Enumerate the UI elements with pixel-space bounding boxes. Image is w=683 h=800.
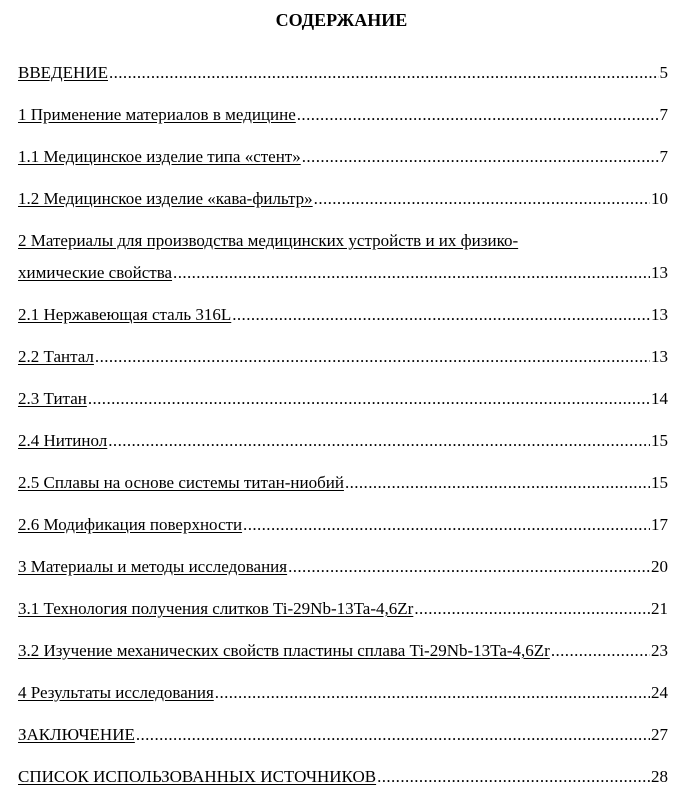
dot-leader xyxy=(136,714,650,756)
toc-page-number: 10 xyxy=(651,189,668,208)
toc-entry[interactable] xyxy=(18,336,668,378)
toc-page-number: 5 xyxy=(659,63,668,82)
toc-page-number: 20 xyxy=(651,557,668,576)
toc-page-number: 17 xyxy=(651,515,668,534)
table-of-contents xyxy=(18,52,668,798)
toc-page-number: 23 xyxy=(651,641,668,660)
toc-entry-link[interactable]: 2.2 Тантал xyxy=(18,347,94,366)
toc-entry[interactable] xyxy=(18,546,668,588)
toc-page-number: 15 xyxy=(651,473,668,492)
toc-entry[interactable] xyxy=(18,178,668,220)
toc-page-number: 13 xyxy=(651,305,668,324)
toc-entry-link[interactable]: ЗАКЛЮЧЕНИЕ xyxy=(18,725,135,744)
toc-page-number: 24 xyxy=(651,683,668,702)
toc-entry-link[interactable]: 3 Материалы и методы исследования xyxy=(18,557,288,576)
toc-page-number: 7 xyxy=(659,147,668,166)
dot-leader xyxy=(377,756,650,798)
dot-leader xyxy=(314,178,650,220)
dot-leader xyxy=(243,504,650,546)
toc-page-number: 28 xyxy=(651,767,668,786)
dot-leader xyxy=(288,546,650,588)
toc-page-number: 27 xyxy=(651,725,668,744)
toc-entry[interactable] xyxy=(18,257,668,289)
toc-page-number: 21 xyxy=(651,599,668,618)
toc-page-number: 15 xyxy=(651,431,668,450)
toc-entry-link[interactable]: 3.2 Изучение механических свойств пластины сплава Ti-29Nb-13Ta-4,6Zr xyxy=(18,641,550,660)
toc-entry[interactable] xyxy=(18,52,668,94)
dot-leader xyxy=(302,136,659,178)
dot-leader xyxy=(109,52,659,94)
toc-entry[interactable] xyxy=(18,714,668,756)
toc-entry-link[interactable]: 2.6 Модификация поверхности xyxy=(18,515,243,534)
toc-entry[interactable] xyxy=(18,672,668,714)
toc-entry-link[interactable]: 2.1 Нержавеющая сталь 316L xyxy=(18,305,232,324)
toc-entry-link[interactable]: ВВЕДЕНИЕ xyxy=(18,63,108,82)
dot-leader xyxy=(173,257,650,289)
dot-leader xyxy=(88,378,650,420)
dot-leader xyxy=(215,672,650,714)
toc-entry[interactable] xyxy=(18,630,668,672)
toc-entry-link[interactable]: 1 Применение материалов в медицине xyxy=(18,105,296,124)
toc-entry[interactable] xyxy=(18,504,668,546)
toc-entry-link[interactable]: 2.5 Сплавы на основе системы титан-ниобий xyxy=(18,473,344,492)
dot-leader xyxy=(95,336,650,378)
toc-entry-link[interactable]: химические свойства xyxy=(18,263,173,282)
toc-entry-link[interactable]: 1.1 Медицинское изделие типа «стент» xyxy=(18,147,301,166)
toc-entry[interactable] xyxy=(18,378,668,420)
toc-page-number: 13 xyxy=(651,347,668,366)
toc-entry[interactable] xyxy=(18,462,668,504)
toc-entry-link[interactable]: 4 Результаты исследования xyxy=(18,683,214,702)
toc-entry-link-line1[interactable]: 2 Материалы для производства медицинских устройств и их физико- xyxy=(18,231,519,250)
dot-leader xyxy=(551,630,650,672)
toc-entry-link[interactable]: СПИСОК ИСПОЛЬЗОВАННЫХ ИСТОЧНИКОВ xyxy=(18,767,377,786)
dot-leader xyxy=(345,462,650,504)
toc-entry-link[interactable]: 2.3 Титан xyxy=(18,389,87,408)
toc-entry[interactable] xyxy=(18,136,668,178)
dot-leader xyxy=(232,294,650,336)
toc-entry[interactable] xyxy=(18,588,668,630)
toc-entry-multiline[interactable] xyxy=(18,220,668,294)
toc-entry[interactable] xyxy=(18,420,668,462)
toc-page-number: 7 xyxy=(659,105,668,124)
toc-entry-link[interactable]: 3.1 Технология получения слитков Ti-29Nb-13Ta-4,6Zr xyxy=(18,599,414,618)
dot-leader xyxy=(108,420,650,462)
toc-entry[interactable] xyxy=(18,294,668,336)
dot-leader xyxy=(297,94,659,136)
page-title: СОДЕРЖАНИЕ xyxy=(275,10,408,30)
toc-page-number: 13 xyxy=(651,263,668,282)
toc-entry[interactable] xyxy=(18,94,668,136)
toc-entry-link[interactable]: 2.4 Нитинол xyxy=(18,431,108,450)
toc-page-number: 14 xyxy=(651,389,668,408)
toc-entry[interactable] xyxy=(18,756,668,798)
dot-leader xyxy=(414,588,650,630)
toc-entry-link[interactable]: 1.2 Медицинское изделие «кава-фильтр» xyxy=(18,189,313,208)
